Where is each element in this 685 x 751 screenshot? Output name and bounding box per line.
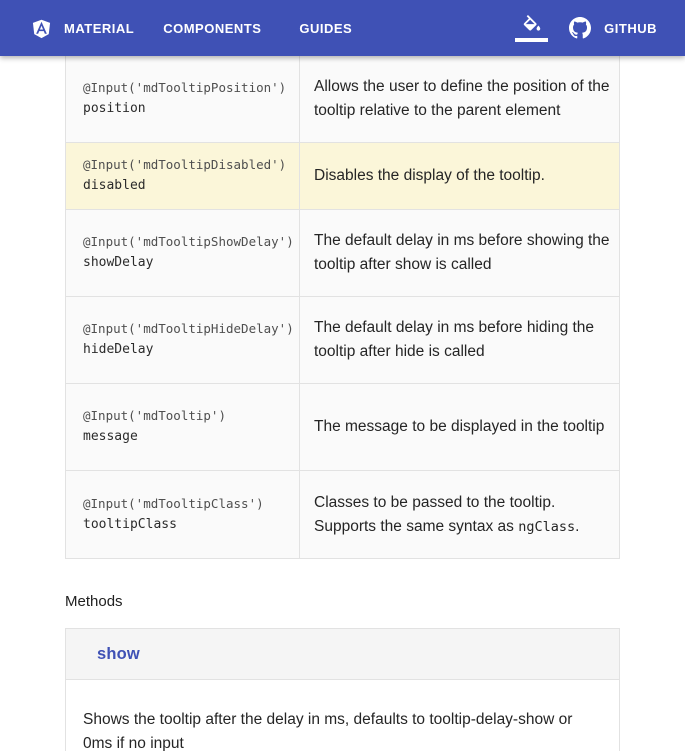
property-decorator: @Input('mdTooltipDisabled') bbox=[83, 157, 287, 172]
property-description: Classes to be passed to the tooltip. Supports the same syntax as ngClass. bbox=[314, 493, 580, 535]
description-cell bbox=[300, 297, 619, 383]
github-label: GITHUB bbox=[604, 20, 657, 36]
description-cell bbox=[300, 384, 619, 470]
property-description: The message to be displayed in the tooltip bbox=[314, 418, 605, 435]
methods-section-title: Methods bbox=[65, 593, 123, 610]
nav-link-components[interactable]: COMPONENTS bbox=[163, 20, 262, 36]
property-name: disabled bbox=[83, 178, 146, 193]
property-cell bbox=[66, 143, 300, 209]
brand-material-link[interactable]: MATERIAL bbox=[64, 20, 135, 36]
property-decorator: @Input('mdTooltip') bbox=[83, 408, 226, 423]
property-name: position bbox=[83, 101, 146, 116]
github-link[interactable] bbox=[569, 17, 657, 39]
github-icon bbox=[569, 17, 591, 39]
method-card-header bbox=[66, 629, 619, 680]
top-navbar bbox=[0, 0, 685, 56]
navbar-right-group bbox=[515, 15, 657, 42]
property-decorator: @Input('mdTooltipShowDelay') bbox=[83, 234, 294, 249]
property-name: message bbox=[83, 429, 138, 444]
table-row-position bbox=[66, 56, 619, 143]
property-cell bbox=[66, 210, 300, 296]
table-row-tooltipclass bbox=[66, 471, 619, 558]
property-name: showDelay bbox=[83, 255, 154, 270]
method-card-show bbox=[65, 628, 620, 751]
property-cell bbox=[66, 384, 300, 470]
nav-link-guides[interactable]: GUIDES bbox=[299, 20, 353, 36]
property-description: The default delay in ms before hiding the tooltip after hide is called bbox=[314, 319, 595, 360]
paint-bucket-icon bbox=[520, 15, 544, 37]
method-name: show bbox=[97, 644, 140, 663]
property-decorator: @Input('mdTooltipHideDelay') bbox=[83, 321, 294, 336]
property-cell bbox=[66, 471, 300, 558]
property-description: Disables the display of the tooltip. bbox=[314, 167, 545, 184]
table-row-disabled-highlighted bbox=[66, 143, 619, 210]
property-cell bbox=[66, 297, 300, 383]
description-cell bbox=[300, 210, 619, 296]
property-description: The default delay in ms before showing the tooltip after show is called bbox=[314, 232, 610, 273]
theme-picker-button[interactable] bbox=[515, 15, 548, 42]
property-decorator: @Input('mdTooltipPosition') bbox=[83, 80, 287, 95]
angular-logo-icon[interactable] bbox=[30, 16, 53, 41]
method-description: Shows the tooltip after the delay in ms, defaults to tooltip-delay-show or 0ms if no input bbox=[66, 680, 619, 751]
api-properties-table bbox=[65, 56, 620, 559]
property-cell bbox=[66, 56, 300, 142]
table-row-showdelay bbox=[66, 210, 619, 297]
property-name: tooltipClass bbox=[83, 516, 177, 532]
table-row-hidedelay bbox=[66, 297, 619, 384]
property-name: hideDelay bbox=[83, 342, 154, 357]
description-cell bbox=[300, 471, 619, 558]
theme-color-underline bbox=[515, 38, 548, 42]
table-row-message bbox=[66, 384, 619, 471]
inline-code: ngClass bbox=[518, 518, 576, 535]
description-cell bbox=[300, 56, 619, 142]
property-description: Allows the user to define the position of the tooltip relative to the parent element bbox=[314, 78, 610, 119]
description-cell bbox=[300, 143, 619, 209]
property-decorator: @Input('mdTooltipClass') bbox=[83, 495, 264, 511]
